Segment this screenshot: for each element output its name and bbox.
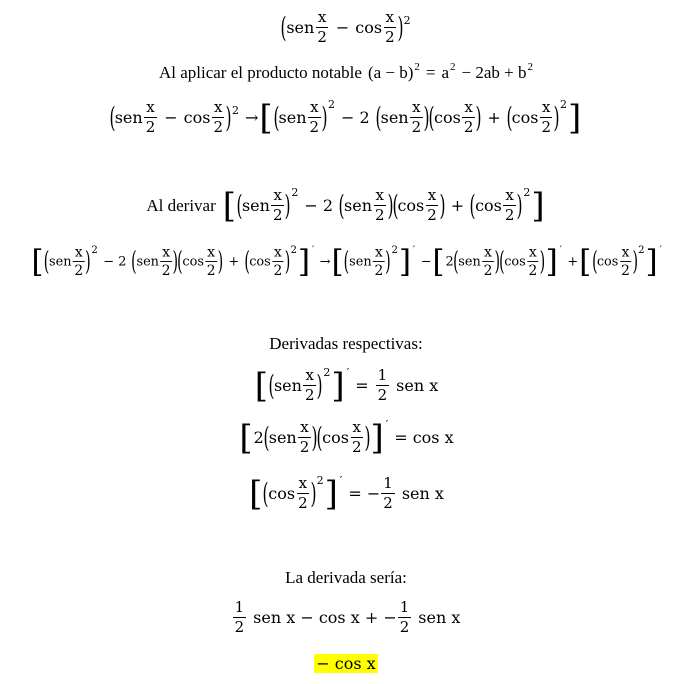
minus-sign: −: [335, 18, 350, 37]
result-heading: [0, 568, 692, 588]
fraction: $\frac{x}{2}$: [317, 8, 327, 46]
intro-text: Al aplicar el producto notable: [158, 63, 362, 82]
arrow: →: [244, 108, 259, 127]
derive-intro-line: Al derivar [ ( sen $\frac{x}{2}$ ) 2 − 2 ( sen $\frac{x}{2}$ ) ( cos $\frac{x}{2}$ ) + ( cos $\frac{x}{2}$ ) 2 ]: [146, 185, 545, 226]
derivative-3: [ ( cos $\frac{x}{2}$ ) 2 ] ′ = − $\frac{1}{2}$ sen x: [249, 473, 444, 514]
cos-label: cos: [355, 18, 383, 37]
derivative-2: [ 2 ( sen $\frac{x}{2}$ ) ( cos $\frac{x}{2}$ ) ] ′ = cos x: [239, 417, 454, 458]
derivatives-heading: [0, 334, 692, 354]
exponent: 2: [403, 14, 411, 27]
heading-text: La derivada sería:: [285, 568, 407, 587]
expression-original: ( sen $\frac{x}{2}$ − cos $\frac{x}{2}$ ) 2: [280, 8, 411, 46]
highlighted-answer: − cos x: [316, 654, 376, 673]
heading-text: Derivadas respectivas:: [269, 334, 423, 353]
derive-label: Al derivar: [146, 195, 216, 215]
notable-product-line: Al aplicar el producto notable (a − b) 2 = a 2 − 2ab + b 2: [158, 61, 534, 82]
binomial: (a − b): [367, 63, 414, 82]
sum-line: $\frac{1}{2}$ sen x − cos x + − $\frac{1}{2}$ sen x: [234, 598, 461, 636]
fraction: $\frac{x}{2}$: [385, 8, 395, 46]
expansion-line: ( sen $\frac{x}{2}$ − cos $\frac{x}{2}$ ) 2 → [ ( sen $\frac{x}{2}$ ) 2 − 2 ( sen $\frac{x}{2}$ ) ( cos $\frac{x}{2}$ ) + ( cos $\frac{x}{2}$ ) 2 ]: [109, 97, 582, 138]
derivative-split-line: [ ( sen $\frac{x}{2}$ ) 2 − 2 ( sen $\frac{x}{2}$ ) ( cos $\frac{x}{2}$ ) + ( cos $\frac{x}{2}$ ) 2 ] ′ → [ ( sen $\frac{x}{2}$ ) 2 ] ′ − [ 2 ( sen $\frac{x}{2}$ ) ( cos $\frac{x}{2}$ ) ] ′ + [ ( cos $\frac{x}{2}$ ) 2 ] ′: [31, 243, 662, 280]
derivative-1: [ ( sen $\frac{x}{2}$ ) 2 ] ′ = $\frac{1}{2}$ sen x: [254, 365, 439, 406]
sen-label: sen: [286, 18, 315, 37]
final-result: [0, 654, 692, 673]
